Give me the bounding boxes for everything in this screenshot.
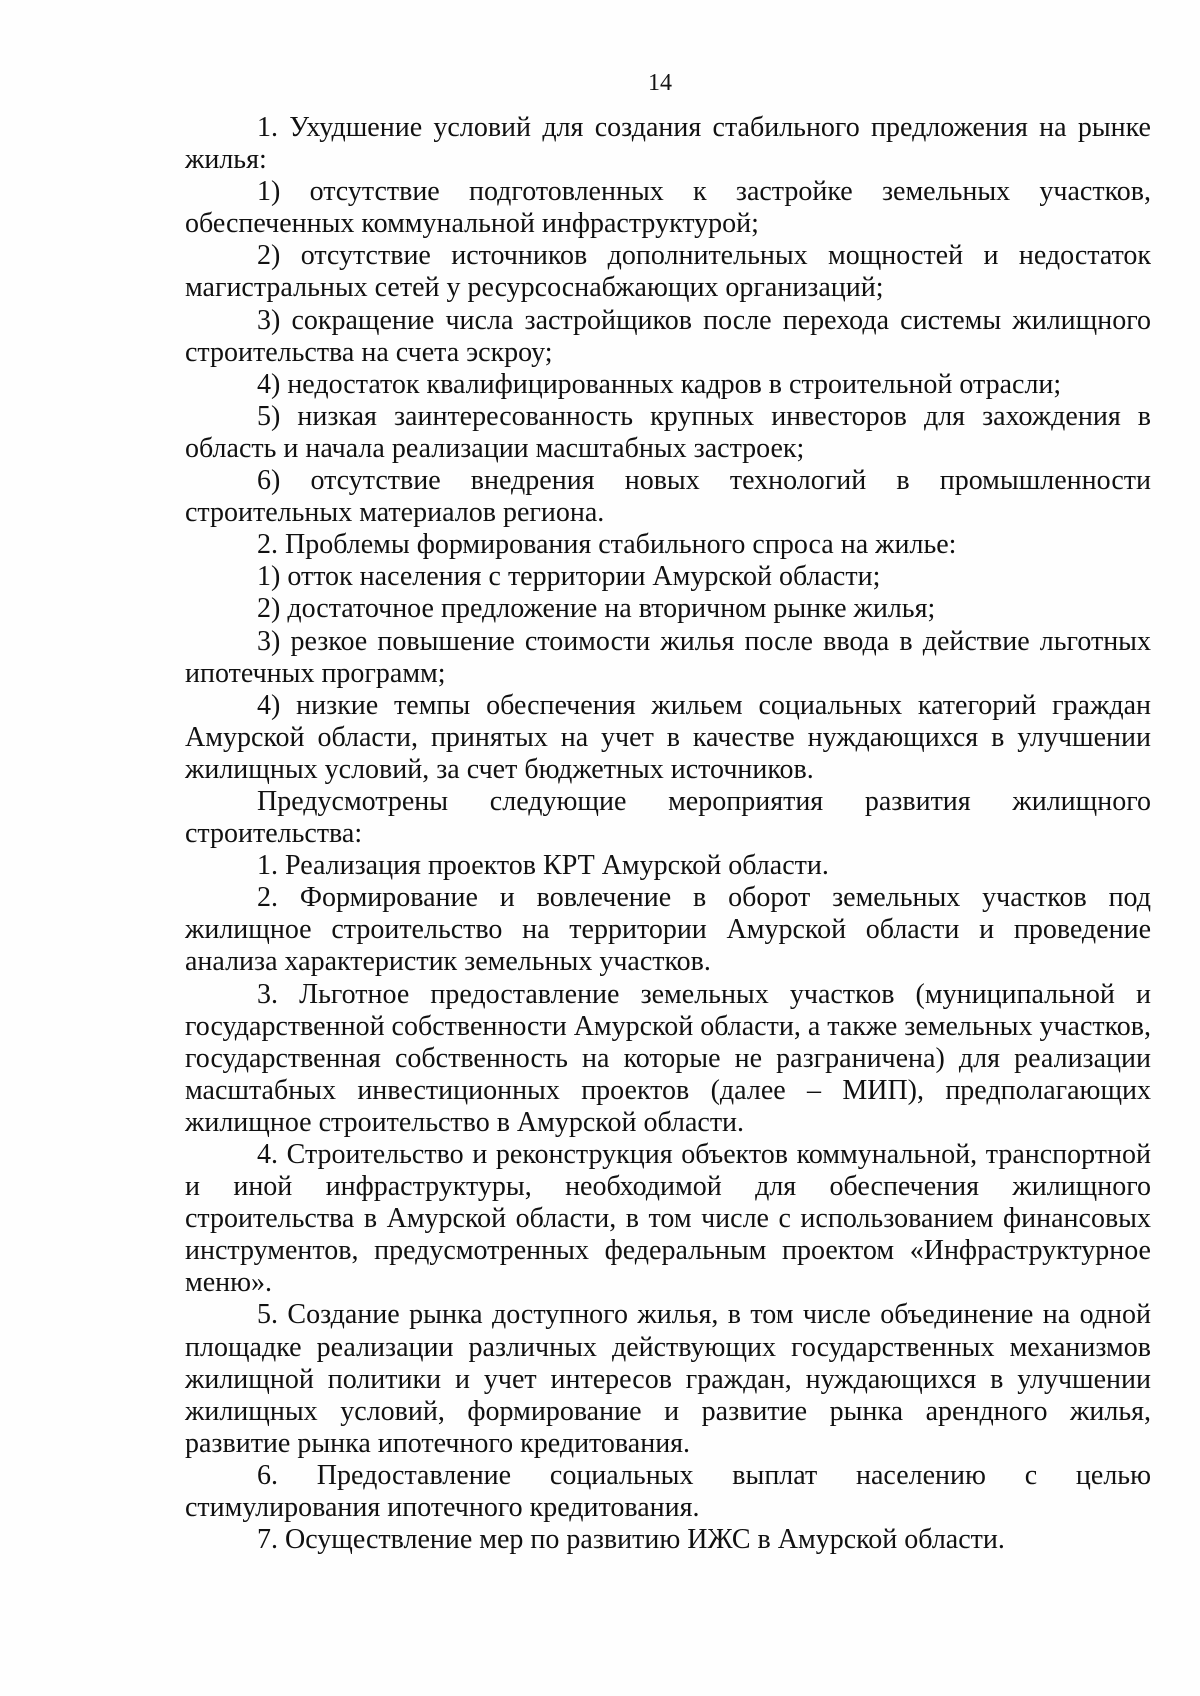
paragraph-measure-7: 7. Осуществление мер по развитию ИЖС в Амурской области. bbox=[257, 1524, 1005, 1556]
paragraph-measure-6: 6. Предоставление социальных выплат населению с целью стимулирования ипотечного кредитования. bbox=[185, 1459, 1151, 1524]
paragraph-problem-1: 1. Ухудшение условий для создания стабильного предложения на рынке жилья: bbox=[185, 112, 1151, 176]
paragraph-problem-1-item-1: 1) отсутствие подготовленных к застройке земельных участков, обеспеченных коммунальной инфраструктурой; bbox=[185, 176, 1151, 240]
paragraph-measures-intro: Предусмотрены следующие мероприятия развития жилищного строительства: bbox=[185, 785, 1151, 850]
paragraph-problem-2-item-2: 2) достаточное предложение на вторичном рынке жилья; bbox=[257, 593, 936, 625]
paragraph-measure-2: 2. Формирование и вовлечение в оборот земельных участков под жилищное строительство на территории Амурской области и проведение анализа характеристик земельных участков. bbox=[185, 882, 1151, 978]
paragraph-problem-2-item-1: 1) отток населения с территории Амурской области; bbox=[257, 561, 881, 593]
paragraph-problem-1-item-6: 6) отсутствие внедрения новых технологий в промышленности строительных материалов региона. bbox=[185, 465, 1151, 529]
paragraph-problem-2-item-4: 4) низкие темпы обеспечения жильем социальных категорий граждан Амурской области, принятых на учет в качестве нуждающихся в улучшении жилищных условий, за счет бюджетных источников. bbox=[185, 689, 1151, 785]
paragraph-problem-1-item-4: 4) недостаток квалифицированных кадров в строительной отрасли; bbox=[257, 368, 1062, 400]
paragraph-measure-1: 1. Реализация проектов КРТ Амурской области. bbox=[257, 850, 829, 882]
paragraph-measure-3: 3. Льготное предоставление земельных участков (муниципальной и государственной собственности Амурской области, а также земельных участков, государственная собственность на которые не разграничена) для реализации масштабных инвестиционных проектов (далее – МИП), предполагающих жилищное строительство в Амурской области. bbox=[185, 978, 1152, 1138]
paragraph-problem-2-item-3: 3) резкое повышение стоимости жилья после ввода в действие льготных ипотечных программ; bbox=[185, 625, 1151, 689]
paragraph-problem-1-item-3: 3) сокращение числа застройщиков после перехода системы жилищного строительства на счета эскроу; bbox=[185, 304, 1151, 368]
paragraph-problem-1-item-2: 2) отсутствие источников дополнительных мощностей и недостаток магистральных сетей у ресурсоснабжающих организаций; bbox=[185, 240, 1151, 304]
page-number: 14 bbox=[648, 70, 672, 96]
document-body bbox=[185, 112, 1151, 1556]
paragraph-problem-2: 2. Проблемы формирования стабильного спроса на жилье: bbox=[257, 529, 957, 561]
paragraph-problem-1-item-5: 5) низкая заинтересованность крупных инвесторов для захождения в область и начала реализации масштабных застроек; bbox=[185, 400, 1151, 464]
paragraph-measure-5: 5. Создание рынка доступного жилья, в том числе объединение на одной площадке реализации различных действующих государственных механизмов жилищной политики и учет интересов граждан, нуждающихся в улучшении жилищных условий, формирование и развитие рынка арендного жилья, развитие рынка ипотечного кредитования. bbox=[185, 1299, 1151, 1459]
paragraph-measure-4: 4. Строительство и реконструкция объектов коммунальной, транспортной и иной инфраструктуры, необходимой для обеспечения жилищного строительства в Амурской области, в том числе с использованием финансовых инструментов, предусмотренных федеральным проектом «Инфраструктурное меню». bbox=[185, 1139, 1151, 1299]
